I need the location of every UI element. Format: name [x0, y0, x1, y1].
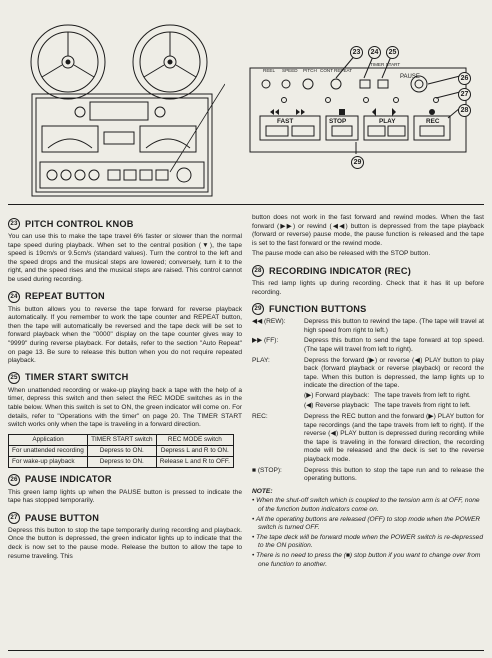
pitch-heading: [8, 218, 242, 230]
timer-title: TIMER START SWITCH: [25, 372, 129, 383]
panel-label-reel: REEL: [263, 68, 276, 73]
rec-indicator-body: This red lamp lights up during recording. Check that it has lit up before recording.: [252, 279, 484, 296]
section-divider: [8, 204, 484, 205]
note-item: • All the operating buttons are released (OFF) to stop mode when the POWER switch is turned OFF.: [252, 515, 481, 532]
repeat-heading: [8, 291, 242, 303]
play-desc: [304, 357, 484, 412]
callout-24: 24: [368, 46, 381, 59]
forward-playback-row: [304, 392, 484, 401]
note-item: • The tape deck will be forward mode when the POWER switch is re-depressed to the ON position.: [252, 533, 483, 550]
rew-key: ◀◀ (REW):: [252, 318, 286, 326]
stop-key: ■ (STOP):: [252, 466, 282, 474]
table-cell: For unattended recording: [9, 445, 88, 456]
play-entry: [252, 357, 484, 412]
pause-continued-note: The pause mode can also be released with the STOP button.: [252, 250, 431, 258]
panel-label-speed: SPEED: [282, 68, 298, 73]
panel-label-rec: REC: [426, 118, 440, 125]
repeat-title: REPEAT BUTTON: [25, 291, 105, 302]
bottom-divider: [8, 650, 484, 651]
rec-entry: [252, 413, 484, 465]
play-desc-text: Depress the forward (▶) or reverse (◀) PLAY button to play back (forward playback or reverse playback) or record the tape. When this button is depressed, the lamp lights up to indicate the direction of the tape.: [304, 356, 484, 390]
callout-25: 25: [386, 46, 399, 59]
pitch-number: 23: [8, 218, 20, 230]
function-number: 29: [252, 303, 264, 315]
table-cell: Release L and R to OFF.: [156, 456, 233, 467]
right-column: [252, 214, 484, 570]
callout-27: 27: [458, 88, 471, 101]
pause-indicator-heading: [8, 474, 242, 486]
rew-entry: [252, 318, 484, 335]
stop-entry: [252, 467, 484, 484]
ff-entry: [252, 337, 484, 354]
panel-label-timer-start: TIMER START: [370, 62, 401, 67]
pause-continued-body: button does not work in the fast forward and rewind modes. When the fast forward (▶▶) or rewind (◀◀) button is depressed from the tape playback (forward or reverse) pause mode, the pause function is released and the tape is set to the fast forward or the rewind mode.: [252, 214, 484, 247]
panel-label-play: PLAY: [379, 118, 396, 125]
panel-label-cont: CONT: [320, 68, 334, 73]
repeat-body: This button allows you to reverse the tape forward for reverse playback automatically. If you remember to work the tape counter and REPEAT button, then the tape will automatically be reversed and the tape deck will be set to forward playback when the "0000" display on the tape counter gives way to "9999" during reverse playback. For details, refer to the section "Auto Repeat" on page 13. Be sure to release this button when you do not require repeated playback.: [8, 305, 242, 365]
pause-button-heading: [8, 512, 242, 524]
timer-body: When unattended recording or wake-up playing back a tape with the help of a timer, depress this switch and then select the REC MODE switches as in the table below. When this switch is set to ON, the green indicator will come on. For details, refer to "Operations with the timer" on page 20. The TIMER START switch works only when the tape is traveling in a forward direction.: [8, 386, 242, 429]
forward-playback-desc: The tape travels from left to right.: [374, 391, 471, 399]
rec-desc: Depress the REC button and the forward (▶) PLAY button for tape recordings (and the tape travels from left to right). If the reverse (◀) PLAY button is depressed during recording while the tape is traveling in the forward direction, the recording mode will be released and the deck is set to the reverse playback mode.: [304, 413, 484, 464]
play-key: PLAY:: [252, 356, 270, 364]
table-cell: Depress L and R to ON.: [156, 445, 233, 456]
rec-key: REC:: [252, 413, 268, 421]
table-header: Application: [9, 434, 88, 445]
timer-table: [8, 434, 234, 468]
left-column: [8, 212, 242, 563]
reverse-playback-key: (◀) Reverse playback:: [304, 401, 370, 409]
reverse-playback-row: [304, 402, 484, 411]
stop-desc: Depress this button to stop the tape run and to release the operating buttons.: [304, 466, 484, 483]
function-heading: [252, 303, 484, 315]
tape-deck-illustration: [20, 22, 225, 202]
callout-23: 23: [350, 46, 363, 59]
rec-indicator-title: RECORDING INDICATOR (REC): [269, 265, 411, 276]
ff-desc: Depress this button to send the tape forward at top speed. (The tape will travel from left to right).: [304, 337, 484, 353]
note-item: • There is no need to press the (■) stop button if you want to change over from one function to another.: [252, 552, 481, 568]
table-row: [9, 445, 234, 456]
function-title: FUNCTION BUTTONS: [269, 303, 367, 314]
panel-label-pitch: PITCH: [303, 68, 317, 73]
pitch-title: PITCH CONTROL KNOB: [25, 218, 134, 229]
table-header-row: [9, 434, 234, 445]
callout-29: 29: [351, 156, 364, 169]
rew-desc: Depress this button to rewind the tape. (The tape will travel at high speed from right to left.): [304, 318, 484, 334]
table-cell: Depress to ON.: [88, 445, 157, 456]
callout-28: 28: [458, 104, 471, 117]
ff-key: ▶▶ (FF):: [252, 337, 279, 345]
table-cell: Depress to ON.: [88, 456, 157, 467]
panel-label-fast: FAST: [277, 118, 294, 125]
pause-indicator-title: PAUSE INDICATOR: [25, 474, 112, 485]
callout-26: 26: [458, 72, 471, 85]
panel-label-pause: PAUSE: [400, 74, 420, 80]
timer-heading: [8, 372, 242, 384]
panel-label-repeat: REPEAT: [334, 68, 353, 73]
pause-indicator-number: 26: [8, 474, 20, 486]
rec-indicator-heading: [252, 265, 484, 277]
table-header: TIMER START switch: [88, 434, 157, 445]
notes-block: [252, 488, 484, 569]
notes-heading: NOTE:: [252, 487, 273, 495]
pitch-body: You can use this to make the tape travel 6% faster or slower than the normal tape speed during playback. When set to the central position (▼), the tape speed is 19cm/s or 9.5cm/s (standard values). Turn the control to the left and the speed drops and the musical steps are lowered; conversely, turn it to the right, and the speed rises and the musical steps are raised. This control cannot be used during recording.: [8, 233, 242, 283]
reverse-playback-desc: The tape travels from right to left.: [374, 401, 471, 409]
timer-number: 25: [8, 372, 20, 384]
note-item: • When the shut-off switch which is coupled to the tension arm is at OFF, none of the function button indicators come on.: [252, 497, 480, 514]
panel-label-stop: STOP: [329, 118, 347, 125]
pause-indicator-body: This green lamp lights up when the PAUSE button is pressed to indicate the tape has stopped temporarily.: [8, 488, 242, 505]
table-row: [9, 456, 234, 467]
pause-button-body: Depress this button to stop the tape temporarily during recording and playback. Once the button is depressed, the green indicator lights up to indicate that the deck is now set to the pause mode. Release the button to allow the tape to resume traveling. This: [8, 526, 242, 560]
table-cell: For wake-up playback: [9, 456, 88, 467]
pause-button-title: PAUSE BUTTON: [25, 512, 100, 523]
pause-button-number: 27: [8, 512, 20, 524]
repeat-number: 24: [8, 291, 20, 303]
rec-indicator-number: 28: [252, 265, 264, 277]
forward-playback-key: (▶) Forward playback:: [304, 391, 370, 399]
table-header: REC MODE switch: [156, 434, 233, 445]
